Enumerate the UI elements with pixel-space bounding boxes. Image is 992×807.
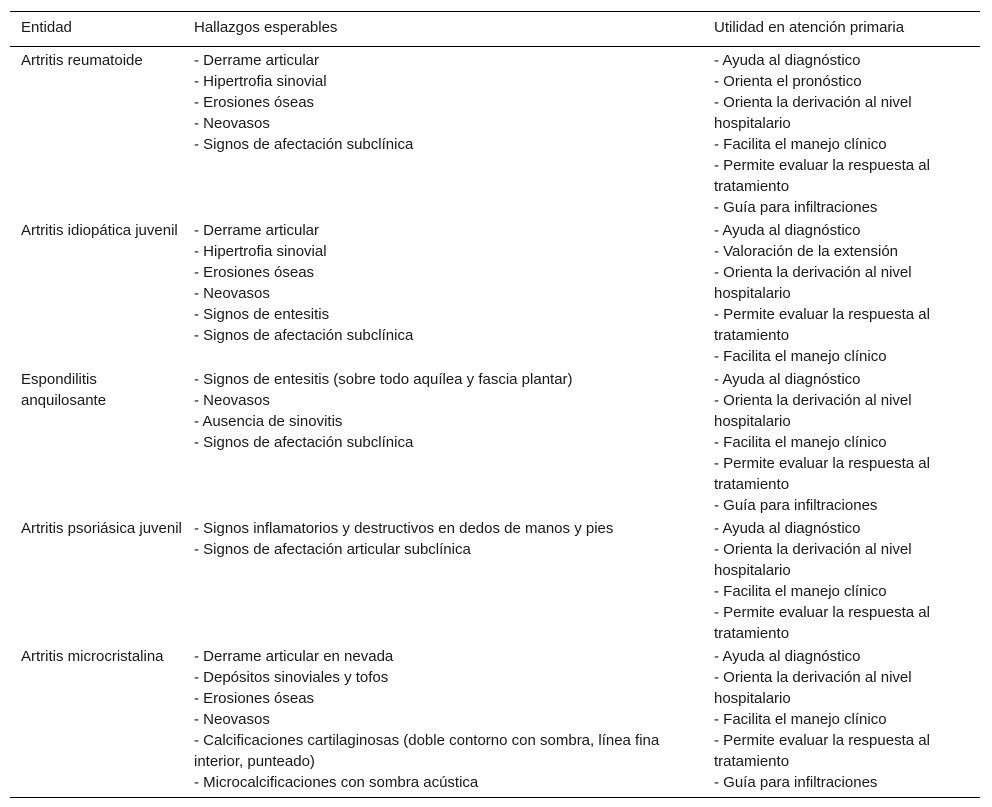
findings-cell bbox=[183, 644, 703, 798]
finding-item: - Erosiones óseas bbox=[194, 690, 315, 707]
utility-item: - Facilita el manejo clínico bbox=[714, 136, 887, 153]
utility-cell bbox=[703, 218, 980, 367]
finding-item: - Hipertrofia sinovial bbox=[194, 73, 327, 90]
utility-item: - Ayuda al diagnóstico bbox=[714, 520, 861, 537]
finding-item: - Depósitos sinoviales y tofos bbox=[194, 669, 389, 686]
utility-item: - Orienta el pronóstico bbox=[714, 73, 862, 90]
utility-item: - Orienta la derivación al nivel hospitalario bbox=[714, 541, 912, 579]
finding-item: - Signos de afectación subclínica bbox=[194, 136, 414, 153]
utility-item: - Facilita el manejo clínico bbox=[714, 348, 887, 365]
table-row bbox=[10, 218, 980, 367]
finding-item: - Derrame articular en nevada bbox=[194, 648, 394, 665]
finding-item: - Signos de entesitis bbox=[194, 306, 330, 323]
findings-table bbox=[10, 11, 980, 798]
finding-item: - Neovasos bbox=[194, 711, 270, 728]
finding-item: - Derrame articular bbox=[194, 52, 320, 69]
finding-item: - Signos de afectación subclínica bbox=[194, 434, 414, 451]
findings-cell bbox=[183, 516, 703, 644]
header-entity: Entidad bbox=[21, 19, 72, 36]
utility-item: - Ayuda al diagnóstico bbox=[714, 648, 861, 665]
utility-item: - Permite evaluar la respuesta al tratamiento bbox=[714, 306, 930, 344]
table-body bbox=[10, 47, 980, 798]
finding-item: - Microcalcificaciones con sombra acústica bbox=[194, 774, 479, 791]
utility-item: - Facilita el manejo clínico bbox=[714, 711, 887, 728]
utility-cell bbox=[703, 644, 980, 798]
findings-cell bbox=[183, 367, 703, 516]
finding-item: - Hipertrofia sinovial bbox=[194, 243, 327, 260]
finding-item: - Signos de afectación articular subclínica bbox=[194, 541, 471, 558]
table-row bbox=[10, 367, 980, 516]
finding-item: - Signos inflamatorios y destructivos en dedos de manos y pies bbox=[194, 520, 614, 537]
utility-item: - Ayuda al diagnóstico bbox=[714, 222, 861, 239]
header-utility: Utilidad en atención primaria bbox=[714, 19, 905, 36]
findings-cell bbox=[183, 218, 703, 367]
utility-item: - Guía para infiltraciones bbox=[714, 497, 878, 514]
entity-cell: Artritis psoriásica juvenil bbox=[21, 520, 182, 537]
table-row bbox=[10, 47, 980, 219]
table-container bbox=[10, 11, 980, 798]
utility-item: - Orienta la derivación al nivel hospitalario bbox=[714, 669, 912, 707]
table-row bbox=[10, 516, 980, 644]
finding-item: - Calcificaciones cartilaginosas (doble contorno con sombra, línea fina interior, punteado) bbox=[194, 732, 660, 770]
utility-item: - Orienta la derivación al nivel hospitalario bbox=[714, 392, 912, 430]
finding-item: - Erosiones óseas bbox=[194, 94, 315, 111]
findings-cell bbox=[183, 47, 703, 219]
utility-item: - Orienta la derivación al nivel hospitalario bbox=[714, 94, 912, 132]
utility-item: - Guía para infiltraciones bbox=[714, 199, 878, 216]
utility-item: - Permite evaluar la respuesta al tratamiento bbox=[714, 604, 930, 642]
utility-item: - Facilita el manejo clínico bbox=[714, 434, 887, 451]
utility-cell bbox=[703, 47, 980, 219]
header-findings: Hallazgos esperables bbox=[194, 19, 338, 36]
finding-item: - Neovasos bbox=[194, 115, 270, 132]
utility-item: - Orienta la derivación al nivel hospitalario bbox=[714, 264, 912, 302]
finding-item: - Neovasos bbox=[194, 285, 270, 302]
utility-item: - Facilita el manejo clínico bbox=[714, 583, 887, 600]
utility-cell bbox=[703, 516, 980, 644]
finding-item: - Neovasos bbox=[194, 392, 270, 409]
finding-item: - Derrame articular bbox=[194, 222, 320, 239]
utility-item: - Permite evaluar la respuesta al tratamiento bbox=[714, 157, 930, 195]
finding-item: - Erosiones óseas bbox=[194, 264, 315, 281]
finding-item: - Signos de entesitis (sobre todo aquílea y fascia plantar) bbox=[194, 371, 573, 388]
entity-cell: Artritis idiopática juvenil bbox=[21, 222, 178, 239]
finding-item: - Ausencia de sinovitis bbox=[194, 413, 343, 430]
utility-item: - Guía para infiltraciones bbox=[714, 774, 878, 791]
entity-cell: Artritis reumatoide bbox=[21, 52, 143, 69]
utility-item: - Permite evaluar la respuesta al tratamiento bbox=[714, 732, 930, 770]
header-row bbox=[10, 12, 980, 47]
entity-cell: Artritis microcristalina bbox=[21, 648, 164, 665]
entity-cell: Espondilitis anquilosante bbox=[21, 371, 107, 409]
utility-item: - Permite evaluar la respuesta al tratamiento bbox=[714, 455, 930, 493]
utility-cell bbox=[703, 367, 980, 516]
table-header bbox=[10, 12, 980, 47]
table-row bbox=[10, 644, 980, 798]
finding-item: - Signos de afectación subclínica bbox=[194, 327, 414, 344]
utility-item: - Ayuda al diagnóstico bbox=[714, 52, 861, 69]
utility-item: - Ayuda al diagnóstico bbox=[714, 371, 861, 388]
utility-item: - Valoración de la extensión bbox=[714, 243, 898, 260]
